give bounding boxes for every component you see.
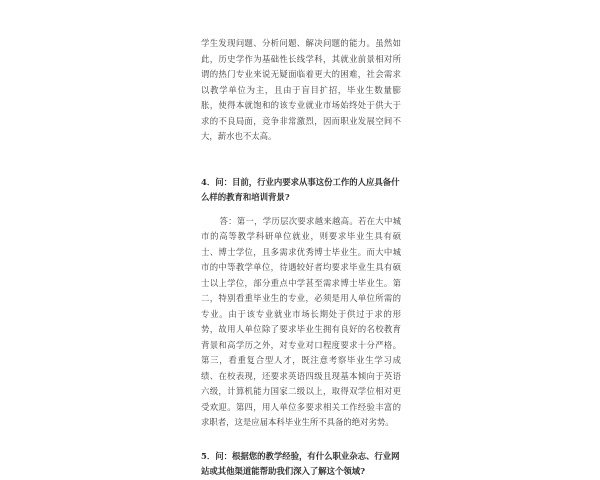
spacer (201, 206, 401, 214)
answer-4: 答：第一，学历层次要求越来越高。若在大中城市的高等教学科研单位就业，则要求毕业生具有硕士、博士学位，且多需求优秀博士毕业生。而大中城市的中等教学单位，待遇较好者均要求毕业生具有硕士以上学位，部分重点中学甚至需求博士毕业生。第二，特别看重毕业生的专业，必须是用人单位所需的专业。由于该专业就业市场长期处于供过于求的形势，故用人单位除了要求毕业生拥有良好的名校教育背景和高学历之外，对专业对口程度要求十分严格。第三，看重复合型人才，既注意考察毕业生学习成绩、在校表现，还要求英语四级且现基本倾向于英语六级，计算机能力国家二级以上，取得双学位相对更受欢迎。第四，用人单位多要求相关工作经验丰富的求职者，这是应届本科毕业生所不具备的绝对劣势。 (201, 215, 401, 427)
spacer (201, 145, 401, 175)
question-5: 5．问：根据您的教学经验，有什么职业杂志、行业网站或其他渠道能帮助我们深入了解这个领域? (201, 450, 400, 476)
spacer (201, 431, 401, 449)
intro-paragraph: 学生发现问题、分析问题、解决问题的能力。虽然如此，历史学作为基础性长线学科，其就业前景相对所谓的热门专业来说无疑面临着更大的困难，社会需求以教学单位为主，且由于盲目扩招，毕业生数量膨胀，使得本就饱和的该专业就业市场始终处于供大于求的不良局面，竞争非常激烈，因而职业发展空间不大，薪水也不太高。 (201, 38, 401, 141)
document-body (201, 36, 401, 480)
question-4: 4．问：目前，行业内要求从事这份工作的人应具备什么样的教育和培训背景? (201, 176, 400, 202)
